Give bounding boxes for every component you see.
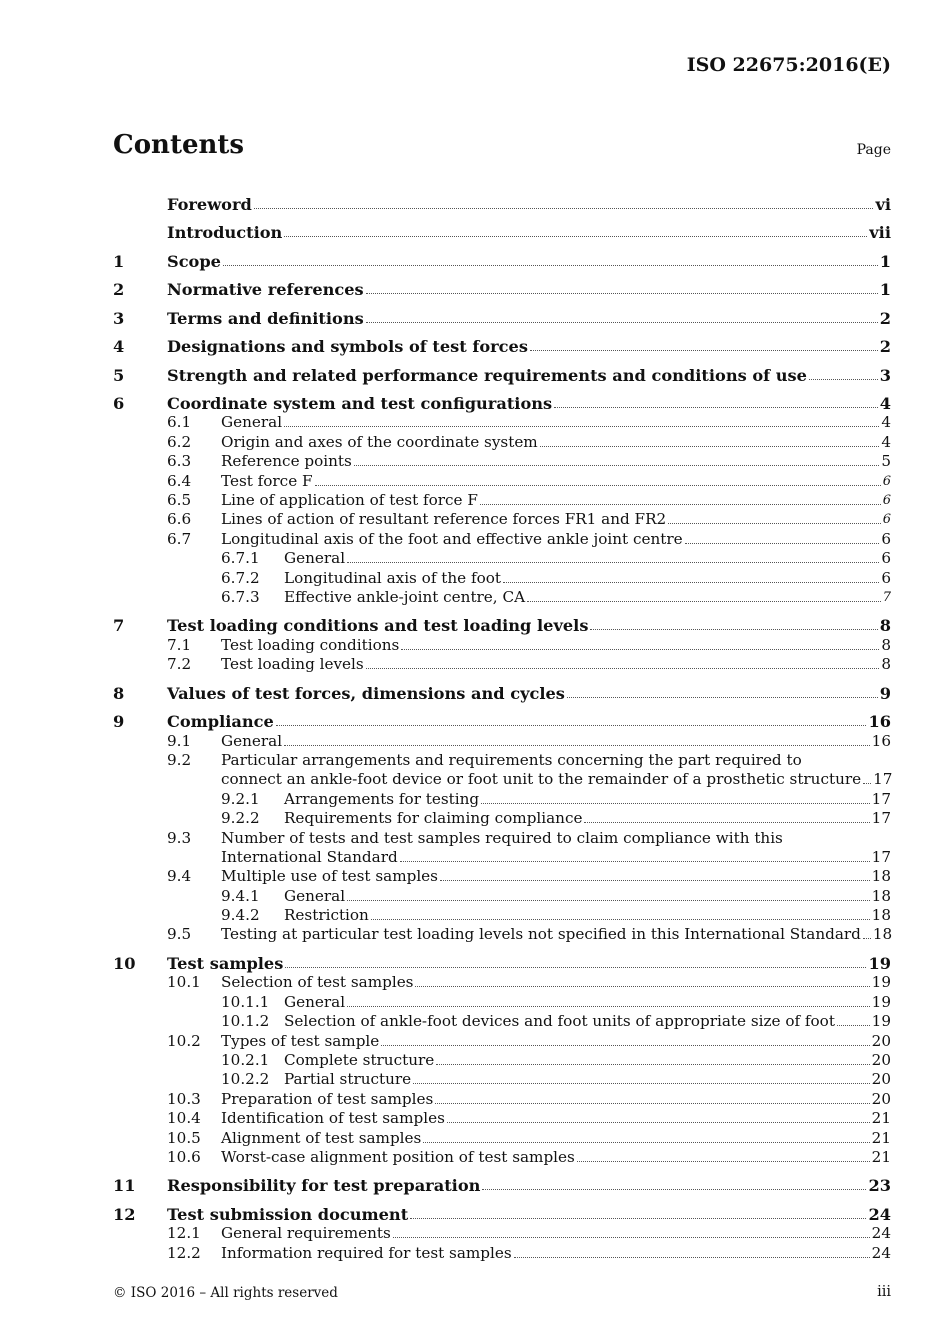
toc-entry[interactable]	[113, 529, 891, 548]
dot-leader	[393, 1236, 870, 1238]
toc-entry-number: 11	[113, 1176, 136, 1196]
toc-entry[interactable]	[113, 751, 891, 770]
toc-entry[interactable]	[113, 432, 891, 451]
toc-entry-title: Complete structure	[284, 1050, 435, 1069]
toc-entry-title: Number of tests and test samples required to claim compliance with this	[221, 828, 783, 847]
toc-entry-page: 3	[879, 365, 891, 385]
dot-leader	[381, 1044, 869, 1046]
toc-entry[interactable]	[113, 906, 891, 925]
toc-entry-number: 2	[113, 280, 125, 299]
toc-entry-number: 10.1.2	[221, 1012, 270, 1031]
dot-leader	[837, 1024, 870, 1026]
toc-entry-page: 19	[871, 992, 891, 1011]
dot-leader	[354, 464, 880, 466]
toc-entry-title: Multiple use of test samples	[221, 867, 438, 886]
toc-entry-number: 6.7.1	[221, 549, 260, 568]
toc-entry-number: 9.4.2	[221, 906, 260, 925]
toc-entry-title: Selection of test samples	[221, 973, 414, 992]
toc-entry-number: 4	[113, 337, 125, 356]
toc-entry-page: 18	[871, 867, 891, 886]
toc-entry-page: 1	[879, 251, 891, 271]
toc-entry-page: 21	[871, 1128, 891, 1147]
dot-leader	[554, 406, 878, 408]
toc-entry[interactable]	[113, 471, 891, 490]
toc-entry-page: 16	[868, 712, 891, 732]
toc-entry-title: Compliance	[167, 712, 274, 732]
toc-entry[interactable]	[113, 1031, 891, 1050]
toc-entry-page: 2	[879, 308, 891, 328]
toc-entry-title: Test submission document	[167, 1204, 409, 1224]
toc-entry-page: 19	[868, 953, 891, 973]
toc-entry-number: 9.1	[167, 731, 192, 750]
toc-entry-title: Restriction	[284, 906, 369, 925]
toc-entry-title: Test samples	[167, 953, 284, 973]
toc-entry-title: International Standard	[221, 847, 398, 866]
toc-entry-page: 8	[881, 635, 891, 654]
dot-leader	[284, 744, 870, 746]
toc-entry-number: 6	[113, 394, 125, 413]
toc-entry[interactable]	[113, 1051, 891, 1070]
toc-entry-page: 8	[879, 616, 891, 636]
contents-title: Contents	[113, 130, 245, 160]
dot-leader	[482, 1188, 866, 1190]
toc-entry-number: 6.7	[167, 529, 192, 548]
toc-entry-page: 17	[871, 789, 891, 808]
toc-entry[interactable]	[113, 413, 891, 432]
toc-entry-page: 6	[881, 568, 891, 587]
toc-entry-page: 4	[881, 413, 891, 432]
toc-entry-page: 19	[871, 1012, 891, 1031]
copyright-notice: © ISO 2016 – All rights reserved	[113, 1285, 338, 1301]
toc-entry-page: 6	[881, 549, 891, 568]
toc-entry[interactable]	[113, 770, 891, 789]
toc-entry[interactable]	[113, 510, 891, 529]
toc-entry[interactable]	[113, 1243, 891, 1262]
toc-entry-page: 19	[871, 973, 891, 992]
toc-entry-page: 5	[881, 452, 891, 471]
toc-entry[interactable]	[113, 452, 891, 471]
dot-leader	[347, 899, 870, 901]
toc-entry-number: 10.5	[167, 1128, 201, 1147]
dot-leader	[481, 802, 870, 804]
dot-leader	[577, 1160, 870, 1162]
toc-entry-number: 10.2.1	[221, 1050, 270, 1069]
toc-entry[interactable]	[113, 703, 891, 732]
toc-entry-page: 7	[882, 589, 891, 605]
toc-entry-title: General	[284, 549, 346, 568]
toc-entry-page: 23	[868, 1176, 891, 1196]
toc-entry-number: 9.2.2	[221, 809, 260, 828]
dot-leader	[401, 648, 879, 650]
toc-entry-number: 9.2	[167, 750, 192, 769]
toc-entry[interactable]	[113, 1109, 891, 1128]
dot-leader	[254, 207, 874, 209]
dot-leader	[435, 1102, 869, 1104]
toc-entry-title: Selection of ankle-foot devices and foot units of appropriate size of foot	[284, 1012, 835, 1031]
dot-leader	[436, 1063, 869, 1065]
toc-entry-title: Test loading conditions and test loading levels	[167, 616, 589, 636]
toc-entry-number: 9.2.1	[221, 789, 260, 808]
document-id: ISO 22675:2016(E)	[686, 54, 891, 76]
toc-entry[interactable]	[113, 491, 891, 510]
toc-entry[interactable]	[113, 356, 891, 385]
toc-entry-page: 8	[881, 655, 891, 674]
toc-entry-number: 6.7.2	[221, 568, 260, 587]
toc-entry-number: 6.3	[167, 452, 192, 471]
toc-entry[interactable]	[113, 944, 891, 973]
toc-entry-number: 6.7.3	[221, 587, 260, 606]
dot-leader	[863, 937, 871, 939]
toc-entry[interactable]	[113, 809, 891, 828]
toc-entry-title: Worst-case alignment position of test samples	[221, 1147, 575, 1166]
toc-entry-number: 7.2	[167, 655, 192, 674]
dot-leader	[371, 918, 870, 920]
toc-entry-page: 20	[871, 1050, 891, 1069]
toc-entry-title: Alignment of test samples	[221, 1128, 422, 1147]
toc-entry-number: 9.4	[167, 867, 192, 886]
dot-leader	[413, 1082, 870, 1084]
toc-entry-number: 10.2.2	[221, 1070, 270, 1089]
toc-entry[interactable]	[113, 886, 891, 905]
toc-entry[interactable]	[113, 867, 891, 886]
dot-leader	[668, 522, 881, 524]
toc-entry[interactable]	[113, 214, 891, 243]
toc-entry-number: 5	[113, 365, 125, 385]
toc-entry[interactable]	[113, 1167, 891, 1196]
toc-entry-number: 10.1.1	[221, 992, 270, 1011]
toc-entry-title: Types of test sample	[221, 1031, 380, 1050]
toc-entry-title: Designations and symbols of test forces	[167, 337, 528, 356]
toc-entry-title: Testing at particular test loading levels not specified in this International Standard	[221, 925, 861, 944]
toc-entry-page: vii	[869, 223, 891, 242]
toc-entry-title: Normative references	[167, 280, 364, 299]
toc-entry-title: Foreword	[167, 194, 252, 214]
toc-entry[interactable]	[113, 328, 891, 357]
dot-leader	[347, 1005, 870, 1007]
toc-entry-page: 24	[868, 1204, 891, 1224]
toc-entry-title: Reference points	[221, 452, 352, 471]
toc-entry[interactable]	[113, 242, 891, 271]
toc-entry-title: Origin and axes of the coordinate system	[221, 432, 538, 451]
toc-entry[interactable]	[113, 655, 891, 674]
toc-entry[interactable]	[113, 789, 891, 808]
toc-entry-page: 21	[871, 1109, 891, 1128]
toc-entry-number: 8	[113, 683, 125, 703]
toc-entry[interactable]	[113, 568, 891, 587]
dot-leader	[809, 378, 878, 380]
toc-entry-number: 12.2	[167, 1243, 201, 1262]
toc-entry-title: Terms and definitions	[167, 308, 364, 328]
toc-entry[interactable]	[113, 1070, 891, 1089]
toc-entry-page: vi	[875, 194, 891, 214]
toc-entry-title: Responsibility for test preparation	[167, 1176, 481, 1196]
toc-entry-page: 16	[871, 731, 891, 750]
dot-leader	[223, 264, 878, 266]
toc-entry-page: 18	[871, 906, 891, 925]
toc-entry-number: 9	[113, 712, 125, 732]
dot-leader	[685, 542, 880, 544]
toc-entry[interactable]	[113, 1148, 891, 1167]
toc-entry[interactable]	[113, 299, 891, 328]
toc-entry-number: 10.6	[167, 1147, 201, 1166]
toc-entry-page: 6	[882, 492, 891, 508]
toc-entry-page: 24	[871, 1224, 891, 1243]
dot-leader	[284, 425, 879, 427]
toc-entry-title: Longitudinal axis of the foot	[284, 568, 501, 587]
toc-entry[interactable]	[113, 1195, 891, 1224]
toc-entry[interactable]	[113, 1012, 891, 1031]
toc-entry-title: General	[221, 413, 283, 432]
toc-entry[interactable]	[113, 973, 891, 992]
toc-entry-number: 10.2	[167, 1031, 201, 1050]
toc-entry-title: General	[221, 731, 283, 750]
toc-entry[interactable]	[113, 1224, 891, 1243]
dot-leader	[567, 696, 878, 698]
toc-entry-title: Test loading levels	[221, 655, 364, 674]
toc-entry-number: 12	[113, 1204, 136, 1224]
toc-entry[interactable]	[113, 607, 891, 636]
toc-entry-title: Arrangements for testing	[284, 789, 480, 808]
dot-leader	[315, 484, 881, 486]
toc-entry-number: 6.6	[167, 510, 192, 529]
dot-leader	[514, 1256, 870, 1258]
toc-entry-title: Information required for test samples	[221, 1243, 512, 1262]
dot-leader	[503, 581, 879, 583]
dot-leader	[863, 782, 871, 784]
toc-entry-title: General	[284, 886, 346, 905]
toc-entry-page: 2	[879, 337, 891, 356]
toc-entry-title: Effective ankle-joint centre, CA	[284, 587, 526, 606]
toc-entry-number: 9.3	[167, 828, 192, 847]
toc-entry-page: 4	[879, 394, 891, 413]
toc-entry-title: Identification of test samples	[221, 1109, 445, 1128]
toc-entry-page: 20	[871, 1089, 891, 1108]
toc-entry-number: 6.2	[167, 432, 192, 451]
toc-entry-page: 24	[871, 1243, 891, 1262]
toc-entry-title: Values of test forces, dimensions and cycles	[167, 683, 565, 703]
toc-entry-title: Test loading conditions	[221, 635, 400, 654]
page-number: iii	[877, 1284, 891, 1300]
toc-entry[interactable]	[113, 674, 891, 703]
dot-leader	[410, 1217, 866, 1219]
toc-entry-number: 10.3	[167, 1089, 201, 1108]
dot-leader	[527, 600, 881, 602]
toc-entry[interactable]	[113, 1089, 891, 1108]
toc-entry-page: 6	[882, 473, 891, 489]
toc-entry-page: 18	[872, 925, 893, 944]
toc-entry-title: Strength and related performance requirements and conditions of use	[167, 365, 807, 385]
toc-entry-title: Test force F	[221, 471, 313, 490]
dot-leader	[284, 235, 867, 237]
toc-entry-number: 9.4.1	[221, 886, 260, 905]
toc-entry-number: 1	[113, 251, 125, 271]
table-of-contents	[113, 185, 891, 1263]
toc-entry-number: 7.1	[167, 635, 192, 654]
toc-entry[interactable]	[113, 848, 891, 867]
toc-entry-number: 6.5	[167, 490, 192, 509]
toc-entry-page: 6	[881, 529, 891, 548]
toc-entry-title: General requirements	[221, 1224, 391, 1243]
toc-entry[interactable]	[113, 271, 891, 300]
toc-entry-page: 17	[871, 847, 891, 866]
dot-leader	[590, 628, 877, 630]
toc-entry-title: Introduction	[167, 223, 283, 242]
toc-entry-title: Particular arrangements and requirements concerning the part required to	[221, 750, 802, 769]
toc-entry[interactable]	[113, 185, 891, 214]
toc-entry-title: Scope	[167, 251, 221, 271]
toc-entry-number: 6.1	[167, 413, 192, 432]
toc-entry-page: 9	[879, 683, 891, 703]
toc-entry-title: Coordinate system and test configurations	[167, 394, 553, 413]
toc-entry[interactable]	[113, 992, 891, 1011]
dot-leader	[530, 349, 878, 351]
dot-leader	[347, 561, 879, 563]
toc-entry[interactable]	[113, 588, 891, 607]
toc-entry-number: 7	[113, 616, 125, 636]
toc-entry-title: Lines of action of resultant reference forces FR1 and FR2	[221, 510, 667, 529]
toc-entry-page: 17	[873, 770, 893, 789]
dot-leader	[540, 445, 880, 447]
toc-entry-page: 4	[881, 432, 891, 451]
dot-leader	[276, 724, 867, 726]
toc-entry-title: Partial structure	[284, 1070, 412, 1089]
dot-leader	[366, 321, 878, 323]
toc-entry-number: 6.4	[167, 471, 192, 490]
toc-entry-title: connect an ankle-foot device or foot unit to the remainder of a prosthetic structure	[221, 770, 862, 789]
toc-entry-number: 12.1	[167, 1224, 201, 1243]
dot-leader	[366, 292, 878, 294]
toc-entry-number: 10.1	[167, 973, 201, 992]
dot-leader	[447, 1121, 870, 1123]
dot-leader	[440, 879, 870, 881]
dot-leader	[423, 1141, 869, 1143]
toc-entry-page: 20	[871, 1070, 891, 1089]
dot-leader	[584, 821, 869, 823]
dot-leader	[480, 503, 881, 505]
dot-leader	[366, 667, 880, 669]
toc-entry-number: 10	[113, 953, 136, 973]
toc-entry-number: 10.4	[167, 1109, 201, 1128]
toc-entry[interactable]	[113, 1128, 891, 1147]
toc-entry-page: 18	[871, 886, 891, 905]
toc-entry-title: Preparation of test samples	[221, 1089, 434, 1108]
toc-entry-title: General	[284, 992, 346, 1011]
toc-entry[interactable]	[113, 828, 891, 847]
toc-entry-title: Line of application of test force F	[221, 490, 478, 509]
toc-entry[interactable]	[113, 635, 891, 654]
toc-entry[interactable]	[113, 549, 891, 568]
toc-entry-page: 6	[882, 512, 891, 528]
dot-leader	[285, 966, 866, 968]
toc-entry-page: 21	[871, 1147, 891, 1166]
toc-entry-page: 1	[879, 280, 891, 299]
toc-entry-title: Requirements for claiming compliance	[284, 809, 583, 828]
toc-entry-page: 20	[871, 1031, 891, 1050]
dot-leader	[415, 985, 869, 987]
toc-entry-title: Longitudinal axis of the foot and effective ankle joint centre	[221, 529, 683, 548]
toc-entry[interactable]	[113, 925, 891, 944]
toc-entry[interactable]	[113, 731, 891, 750]
toc-entry-number: 3	[113, 308, 125, 328]
page-column-label: Page	[856, 142, 891, 158]
toc-entry[interactable]	[113, 385, 891, 414]
dot-leader	[400, 860, 870, 862]
toc-entry-number: 9.5	[167, 925, 192, 944]
toc-entry-page: 17	[871, 809, 891, 828]
